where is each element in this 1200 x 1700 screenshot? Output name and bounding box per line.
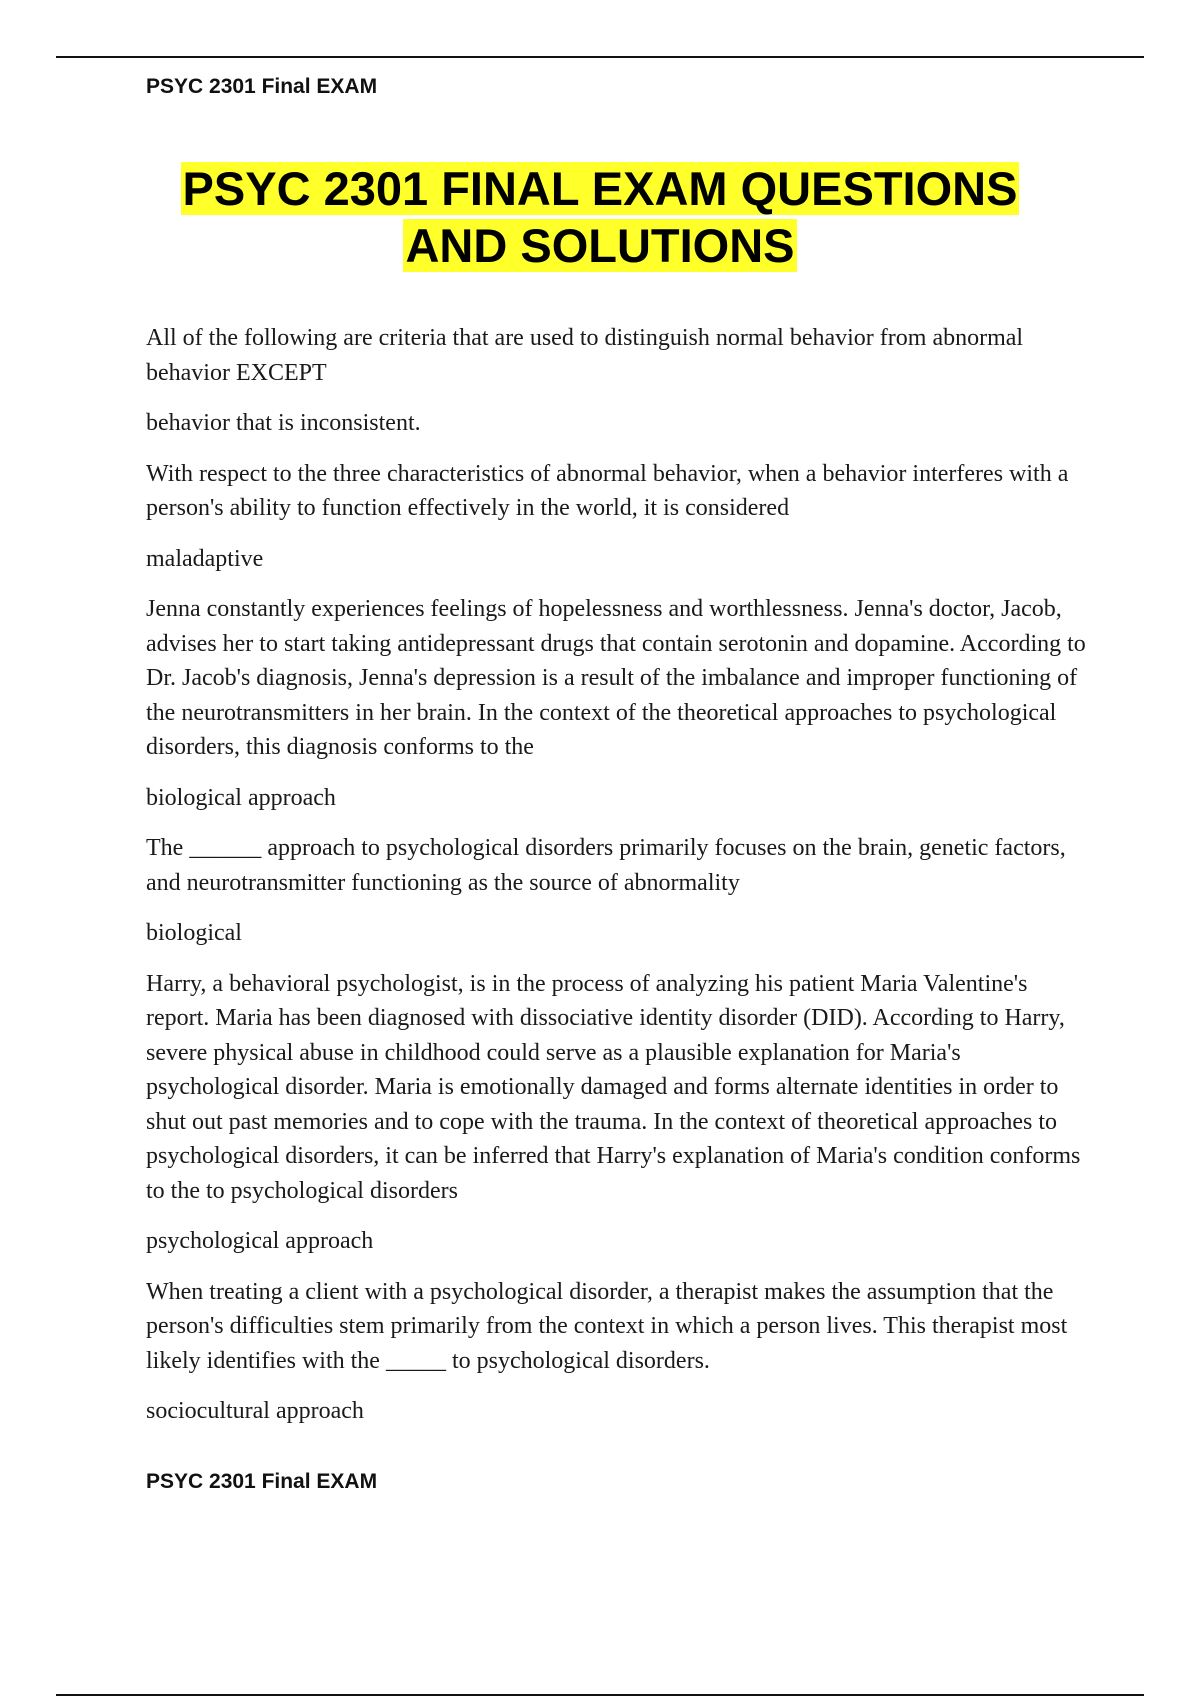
title-line-2: AND SOLUTIONS: [405, 219, 795, 272]
answer-1: behavior that is inconsistent.: [146, 410, 421, 436]
footer-rule: [56, 1694, 1144, 1696]
answer-5: psychological approach: [146, 1228, 374, 1254]
question-4: The ______ approach to psychological disorders primarily focuses on the brain, genetic factors, and neurotransmitter functioning as the source of abnormality: [146, 835, 1066, 896]
question-5: Harry, a behavioral psychologist, is in the process of analyzing his patient Maria Valentine's report. Maria has been diagnosed with dissociative identity disorder (DID). According to Harry, severe physical abuse in childhood could serve as a plausible explanation for Maria's psychological disorder. Maria is emotionally damaged and forms alternate identities in order to shut out past memories and to cope with the trauma. In the context of theoretical approaches to psychological disorders, it can be inferred that Harry's explanation of Maria's condition conforms to the to psychological disorders: [146, 970, 1081, 1204]
running-header: PSYC 2301 Final EXAM: [146, 75, 378, 98]
question-2: With respect to the three characteristics of abnormal behavior, when a behavior interferes with a person's ability to function effectively in the world, it is considered: [146, 460, 1069, 521]
title-line-1: PSYC 2301 FINAL EXAM QUESTIONS: [182, 162, 1018, 215]
qa-list: [146, 321, 1096, 1445]
answer-3: biological approach: [146, 784, 336, 811]
header-rule: [56, 56, 1144, 58]
answer-2: maladaptive: [146, 545, 264, 572]
running-footer: PSYC 2301 Final EXAM: [146, 1470, 378, 1493]
question-1: All of the following are criteria that are used to distinguish normal behavior from abnormal behavior EXCEPT: [146, 325, 1024, 386]
answer-4: biological: [146, 920, 242, 946]
page-title: [0, 160, 1200, 274]
question-6: When treating a client with a psychological disorder, a therapist makes the assumption that the person's difficulties stem primarily from the context in which a person lives. This therapist most likely identifies with the _____ to psychological disorders.: [146, 1278, 1068, 1374]
answer-6: sociocultural approach: [146, 1398, 364, 1424]
question-3: Jenna constantly experiences feelings of hopelessness and worthlessness. Jenna's doctor, Jacob, advises her to start taking antidepressant drugs that contain serotonin and dopamine. According to Dr. Jacob's diagnosis, Jenna's depression is a result of the imbalance and improper functioning of the neurotransmitters in her brain. In the context of the theoretical approaches to psychological disorders, this diagnosis conforms to the: [146, 596, 1086, 760]
